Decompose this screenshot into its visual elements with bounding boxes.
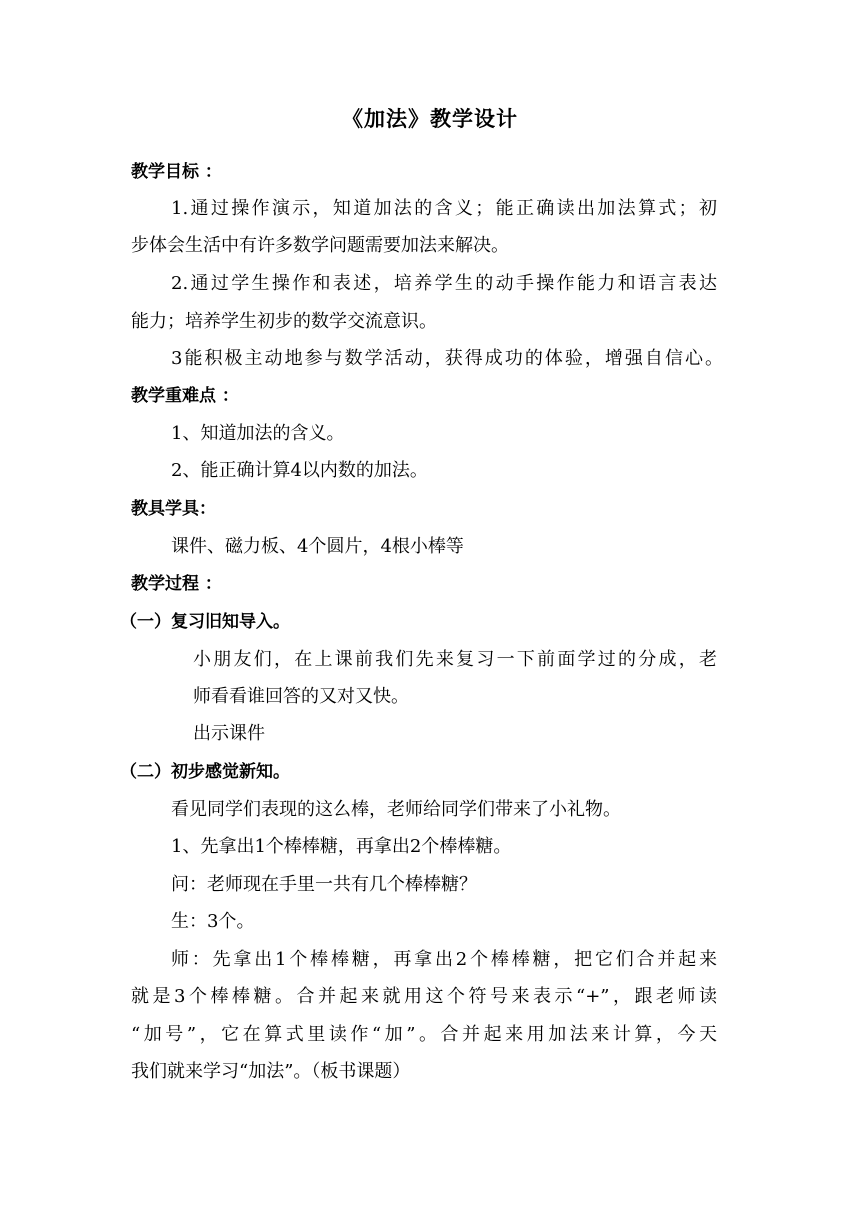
- key-point-2: 2、能正确计算4以内数的加法。: [171, 460, 428, 481]
- objectives-heading: 教学目标 ：: [131, 162, 222, 182]
- part-2-paragraph-1: 看见同学们表现的这么棒，老师给同学们带来了小礼物。: [171, 799, 621, 820]
- objective-1-line-1: 1.通过操作演示，知道加法的含义；能正确读出加法算式；初: [171, 198, 717, 219]
- objective-3: 3能积极主动地参与数学活动，获得成功的体验，增强自信心。: [171, 348, 723, 369]
- part-1-line-1: 小朋友们，在上课前我们先来复习一下前面学过的分成，老: [193, 649, 717, 670]
- materials-text: 课件、磁力板、4个圆片，4根小棒等: [171, 536, 464, 557]
- objective-1-line-2: 步体会生活中有许多数学问题需要加法来解决。: [131, 235, 509, 256]
- part-2-paragraph-3: 问：老师现在手里一共有几个棒棒糖？: [171, 874, 477, 895]
- part-1-heading: （一）复习旧知导入。: [120, 612, 290, 632]
- process-heading: 教学过程 ：: [131, 574, 222, 594]
- document-title: 《加法》教学设计: [342, 107, 518, 131]
- part-2-paragraph-4: 生：3个。: [171, 911, 255, 932]
- objective-2-line-2: 能力；培养学生初步的数学交流意识。: [131, 311, 437, 332]
- key-point-1: 1、知道加法的含义。: [171, 423, 345, 444]
- objective-2-line-1: 2.通过学生操作和表述，培养学生的动手操作能力和语言表达: [171, 273, 717, 294]
- materials-heading: 教具学具：: [131, 499, 216, 519]
- key-points-heading: 教学重难点 ：: [131, 386, 239, 406]
- part-2-paragraph-5-line-3: “加号”，它在算式里读作“加”。合并起来用加法来计算，今天: [131, 1024, 717, 1045]
- part-2-paragraph-5-line-2: 就是3个棒棒糖。合并起来就用这个符号来表示“+”，跟老师读: [131, 986, 717, 1007]
- part-2-paragraph-2: 1、先拿出1个棒棒糖，再拿出2个棒棒糖。: [171, 836, 512, 857]
- part-2-heading: （二）初步感觉新知。: [120, 762, 290, 782]
- part-2-paragraph-5-line-1: 师：先拿出1个棒棒糖，再拿出2个棒棒糖，把它们合并起来: [171, 949, 717, 970]
- part-1-line-3: 出示课件: [193, 723, 265, 744]
- part-2-paragraph-5-line-4: 我们就来学习“加法”。（板书课题）: [131, 1061, 411, 1082]
- part-1-line-2: 师看看谁回答的又对又快。: [193, 686, 409, 707]
